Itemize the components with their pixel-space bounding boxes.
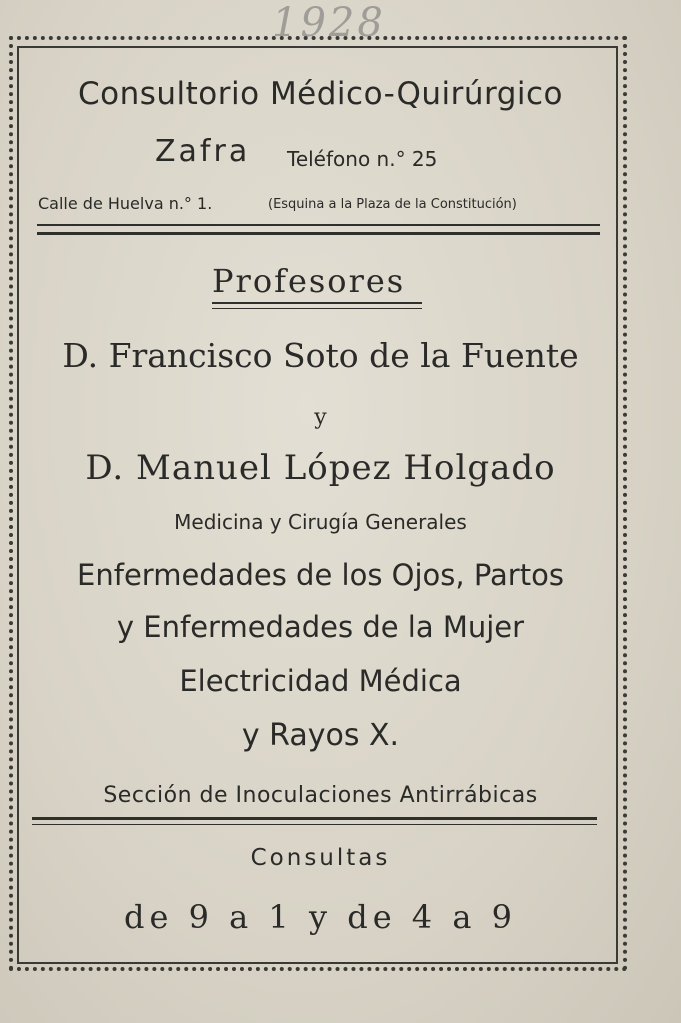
section-rule-1 xyxy=(32,817,597,820)
consultation-label: Consultas xyxy=(250,845,391,871)
inner-border xyxy=(17,46,618,964)
heading-underline-2 xyxy=(212,308,422,309)
phone-number: Teléfono n.° 25 xyxy=(287,147,438,171)
specialty-rabies: Sección de Inoculaciones Antirrábicas xyxy=(103,783,538,808)
corner-note: (Esquina a la Plaza de la Constitución) xyxy=(268,197,517,212)
consultation-schedule: de 9 a 1 y de 4 a 9 xyxy=(124,898,517,936)
specialty-electricity: Electricidad Médica xyxy=(179,664,462,698)
city-name: Zafra xyxy=(155,134,251,169)
handwritten-year: 1928 xyxy=(272,0,386,46)
clinic-name: Consultorio Médico-Quirúrgico xyxy=(77,76,564,112)
section-rule-2 xyxy=(32,824,597,825)
header-rule-2 xyxy=(37,232,600,235)
professor-name-2: D. Manuel López Holgado xyxy=(85,448,556,488)
specialty-general: Medicina y Cirugía Generales xyxy=(174,510,467,534)
street-address: Calle de Huelva n.° 1. xyxy=(38,194,213,213)
professor-name-1: D. Francisco Soto de la Fuente xyxy=(62,336,579,375)
specialty-women: y Enfermedades de la Mujer xyxy=(116,610,525,644)
heading-underline-1 xyxy=(212,302,422,304)
header-rule-1 xyxy=(37,224,600,226)
conjunction-y: y xyxy=(314,405,327,430)
specialty-xrays: y Rayos X. xyxy=(241,718,400,753)
specialty-eyes-births: Enfermedades de los Ojos, Partos xyxy=(77,558,564,592)
professors-heading: Profesores xyxy=(212,262,406,300)
